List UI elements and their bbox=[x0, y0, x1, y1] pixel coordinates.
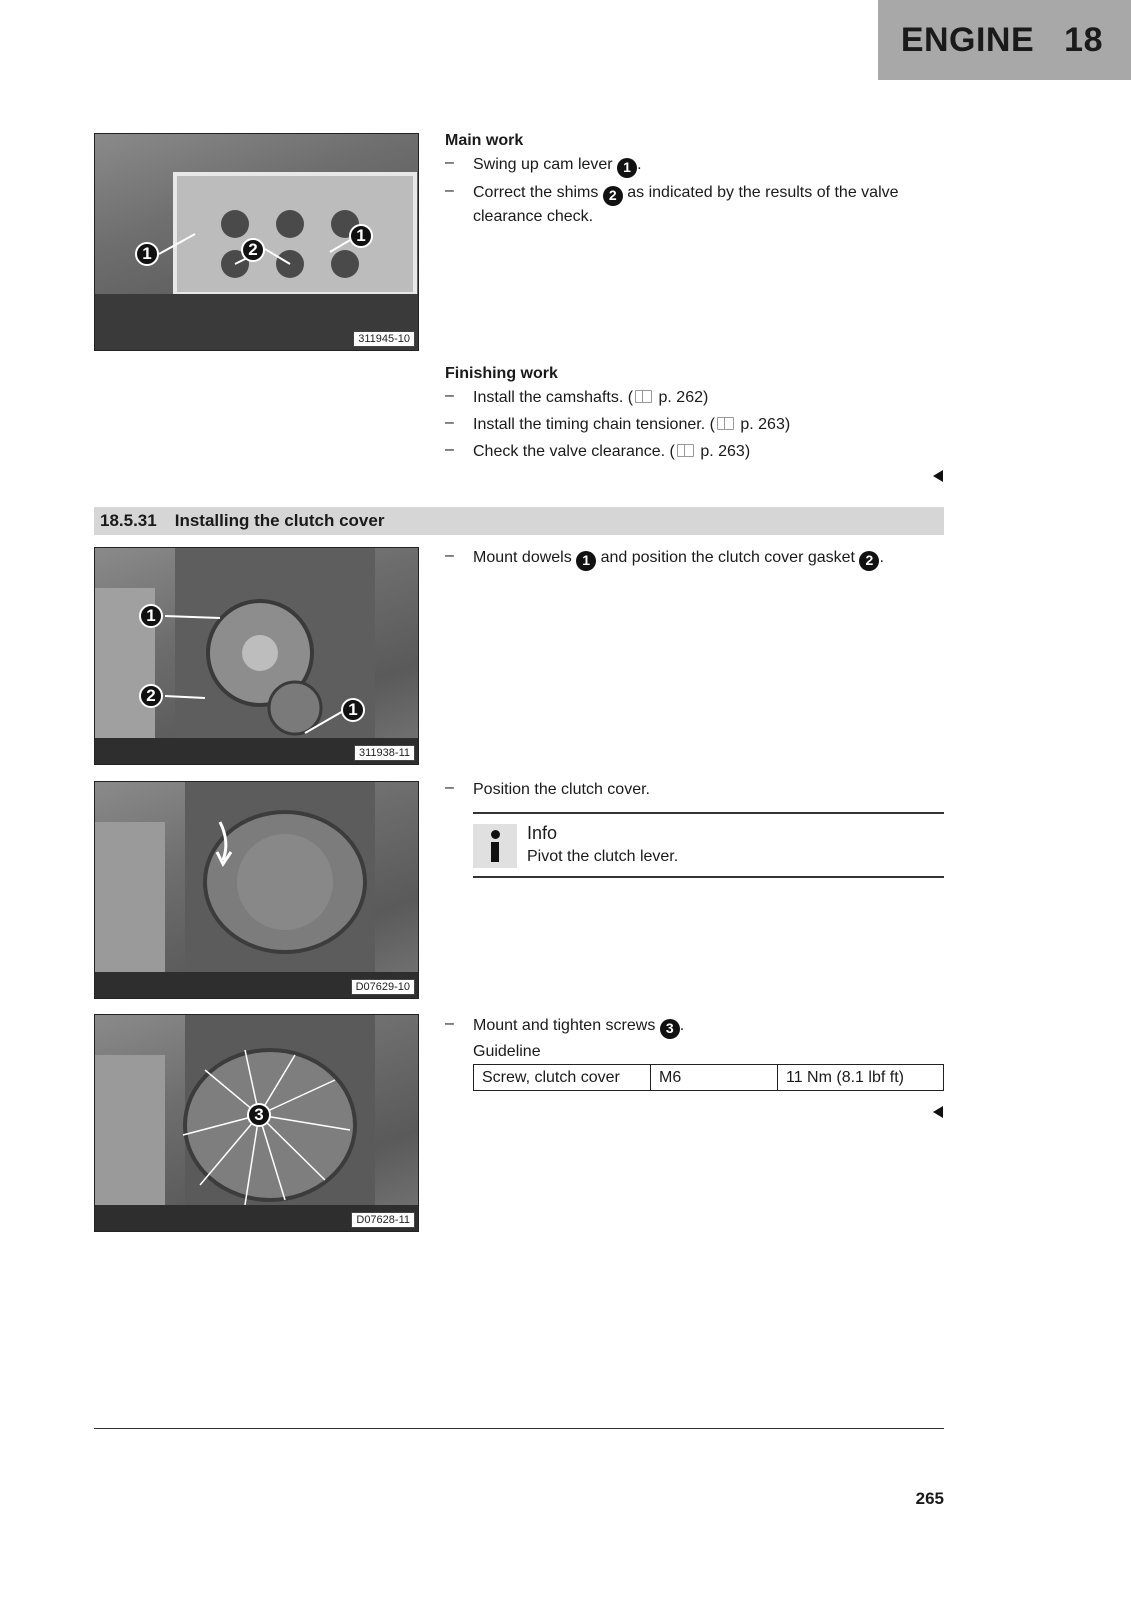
page-reference-link[interactable]: p. 263) bbox=[700, 443, 751, 460]
guideline-label: Guideline bbox=[473, 1043, 541, 1060]
step-dash: – bbox=[445, 547, 454, 564]
info-title: Info bbox=[527, 823, 558, 843]
step-text: . bbox=[879, 549, 884, 566]
spec-name-cell: Screw, clutch cover bbox=[474, 1065, 651, 1091]
step-mount-dowels bbox=[473, 547, 953, 571]
callout-1-bottom: 1 bbox=[341, 698, 365, 722]
clutch-cover-screws-photo bbox=[94, 1014, 419, 1232]
callout-2: 2 bbox=[139, 684, 163, 708]
page-number: 265 bbox=[915, 1489, 944, 1508]
torque-spec-table bbox=[473, 1064, 944, 1091]
callout-inline-3: 3 bbox=[660, 1019, 680, 1039]
step-check-valve-clearance bbox=[473, 441, 750, 462]
step-text: Mount and tighten screws bbox=[473, 1017, 660, 1034]
step-install-tensioner bbox=[473, 414, 790, 435]
page-reference-link[interactable]: p. 262) bbox=[658, 389, 709, 406]
main-work-heading: Main work bbox=[445, 132, 524, 149]
image-code: D07628-11 bbox=[351, 1212, 415, 1228]
clutch-dowels-illustration bbox=[95, 548, 419, 765]
chapter-header bbox=[878, 0, 1131, 80]
section-heading bbox=[94, 507, 944, 535]
image-code: D07629-10 bbox=[351, 979, 415, 995]
step-text: as indicated by the results of the valve bbox=[622, 184, 899, 201]
step-dash: – bbox=[445, 414, 454, 431]
spec-thread-cell: M6 bbox=[651, 1065, 778, 1091]
chapter-title: ENGINE bbox=[900, 20, 1035, 59]
step-dash: – bbox=[445, 1015, 454, 1032]
step-text: Install the timing chain tensioner. ( bbox=[473, 416, 715, 433]
callout-inline-2: 2 bbox=[603, 186, 623, 206]
step-text: . bbox=[679, 1017, 685, 1034]
step-dash: – bbox=[445, 154, 454, 171]
callout-1-top: 1 bbox=[139, 604, 163, 628]
callout-inline-1: 1 bbox=[576, 551, 596, 571]
callout-2: 2 bbox=[241, 238, 265, 262]
step-text: Swing up cam lever bbox=[473, 156, 618, 173]
step-dash: – bbox=[445, 182, 454, 199]
step-install-camshafts bbox=[473, 387, 708, 408]
finishing-work-heading: Finishing work bbox=[445, 365, 558, 382]
footer-divider bbox=[94, 1428, 944, 1429]
step-text: clearance check. bbox=[473, 207, 594, 225]
section-title: Installing the clutch cover bbox=[174, 511, 385, 530]
callout-inline-2: 2 bbox=[859, 551, 879, 571]
callout-1-left: 1 bbox=[135, 242, 159, 266]
step-text: Check the valve clearance. ( bbox=[473, 443, 675, 460]
callout-inline-1: 1 bbox=[617, 158, 637, 178]
step-text: Mount dowels bbox=[473, 549, 577, 566]
cylinder-head-photo bbox=[94, 133, 419, 351]
callout-1-right: 1 bbox=[349, 224, 373, 248]
step-mount-screws bbox=[473, 1015, 684, 1039]
clutch-cover-position-photo bbox=[94, 781, 419, 999]
book-reference-icon bbox=[635, 390, 652, 403]
image-code: 311938-11 bbox=[354, 745, 415, 761]
clutch-dowels-photo bbox=[94, 547, 419, 765]
callout-3: 3 bbox=[247, 1103, 271, 1127]
info-box bbox=[473, 812, 944, 878]
info-text: Pivot the clutch lever. bbox=[527, 848, 679, 865]
step-text: Correct the shims bbox=[473, 184, 603, 201]
table-row bbox=[474, 1065, 944, 1091]
section-number: 18.5.31 bbox=[100, 511, 157, 530]
spec-torque-cell: 11 Nm (8.1 lbf ft) bbox=[778, 1065, 944, 1091]
step-text: and position the clutch cover gasket bbox=[596, 549, 860, 566]
book-reference-icon bbox=[717, 417, 734, 430]
chapter-number: 18 bbox=[1064, 20, 1103, 59]
section-end-icon bbox=[933, 1106, 943, 1118]
step-position-clutch-cover: Position the clutch cover. bbox=[473, 781, 650, 798]
step-dash: – bbox=[445, 387, 454, 404]
step-text: . bbox=[637, 156, 642, 173]
step-correct-shims bbox=[473, 182, 953, 227]
image-code: 311945-10 bbox=[353, 331, 415, 347]
book-reference-icon bbox=[677, 444, 694, 457]
section-end-icon bbox=[933, 470, 943, 482]
step-text: Install the camshafts. ( bbox=[473, 389, 634, 406]
clutch-cover-illustration bbox=[95, 782, 419, 999]
info-icon bbox=[473, 824, 517, 868]
step-dash: – bbox=[445, 779, 454, 796]
page-reference-link[interactable]: p. 263) bbox=[740, 416, 791, 433]
step-dash: – bbox=[445, 441, 454, 458]
step-swing-cam-lever bbox=[473, 154, 642, 178]
